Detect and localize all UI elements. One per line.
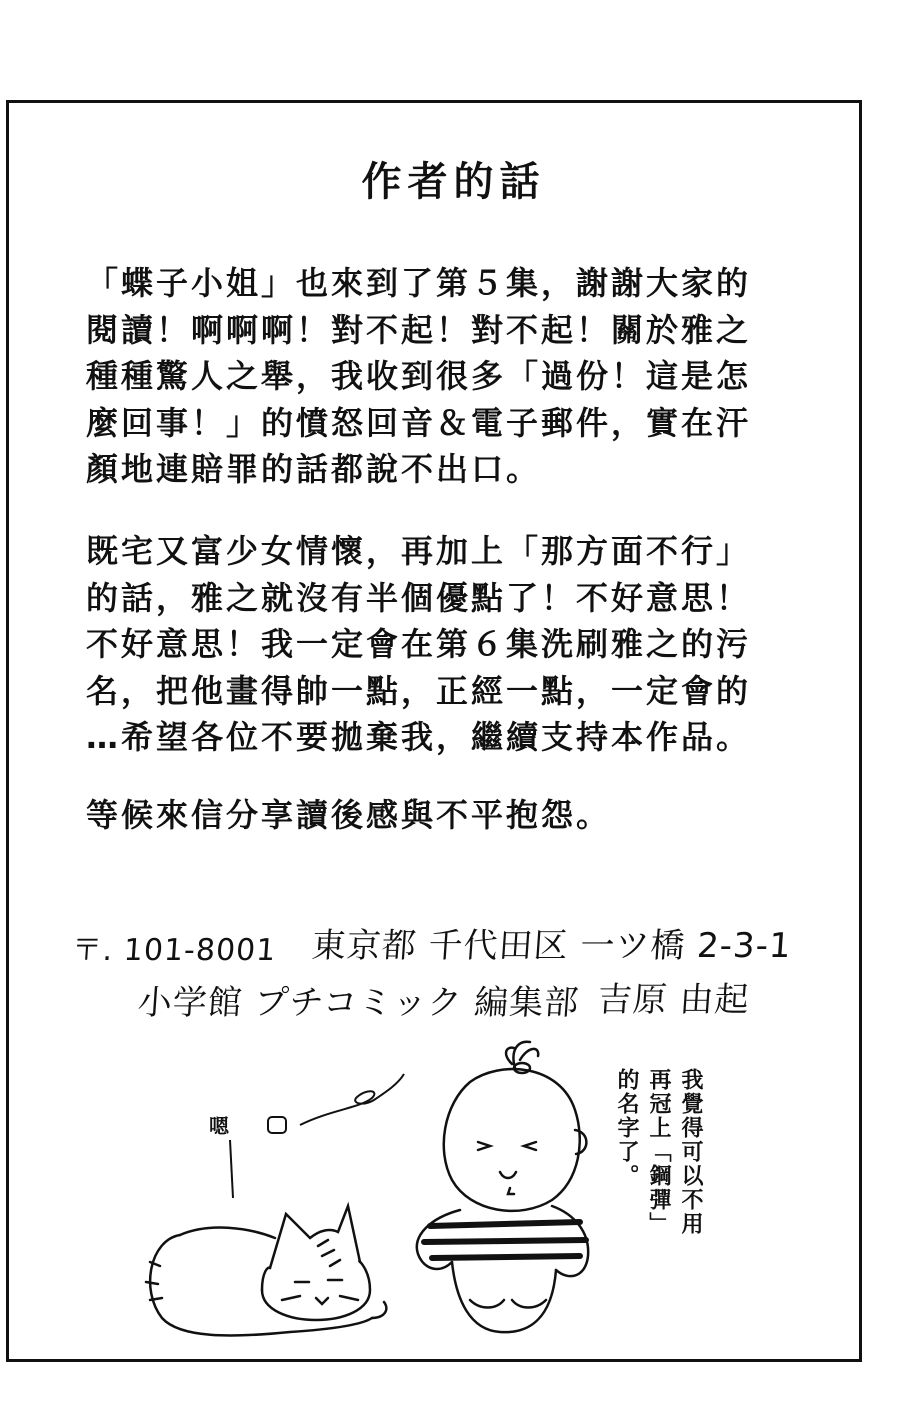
text-line: 等候來信分享讀後感與不平抱怨。: [86, 796, 612, 834]
cat-drawing: [146, 1206, 386, 1335]
bubble-square: [268, 1117, 286, 1133]
speech-column-3: 的名字了。: [614, 1068, 639, 1188]
author-name: 吉原 由起: [596, 980, 751, 1020]
text-line: 顏地連賠罪的話都說不出口。: [86, 450, 542, 488]
text-line: 的話，雅之就沒有半個優點了！不好意思！: [86, 578, 752, 617]
text-line: 既宅又富少女情懷，再加上「那方面不行」: [86, 532, 752, 570]
text-line: 種種驚人之舉，我收到很多「過份！這是怎: [86, 357, 752, 395]
speech-column-2: 再冠上「鋼彈」: [646, 1068, 671, 1236]
text-line: 名，把他畫得帥一點，正經一點，一定會的: [86, 671, 752, 710]
cat-sound-text: 嗯: [209, 1114, 229, 1138]
text-line: …希望各位不要拋棄我，繼續支持本作品。: [86, 718, 752, 756]
baby-drawing: [417, 1042, 588, 1332]
sound-line: [230, 1140, 233, 1198]
address-publisher: 小学館 プチコミック 編集部: [136, 983, 581, 1023]
text-line: 閱讀！啊啊啊！對不起！對不起！關於雅之: [86, 310, 752, 349]
address-street: 東京都 千代田区 一ツ橋 2-3-1: [310, 926, 794, 966]
speech-column-1: 我覺得可以不用: [678, 1068, 703, 1236]
text-line: 不好意思！我一定會在第６集洗刷雅之的污: [86, 625, 752, 663]
text-line: 「蝶子小姐」也來到了第５集，謝謝大家的: [86, 264, 752, 302]
page-title: 作者的話: [361, 159, 546, 205]
text-line: 麼回事！」的憤怒回音＆電子郵件，實在汗: [86, 403, 752, 442]
squiggle-icon: [300, 1074, 404, 1125]
postal-code: 〒. 101-8001: [70, 933, 278, 968]
